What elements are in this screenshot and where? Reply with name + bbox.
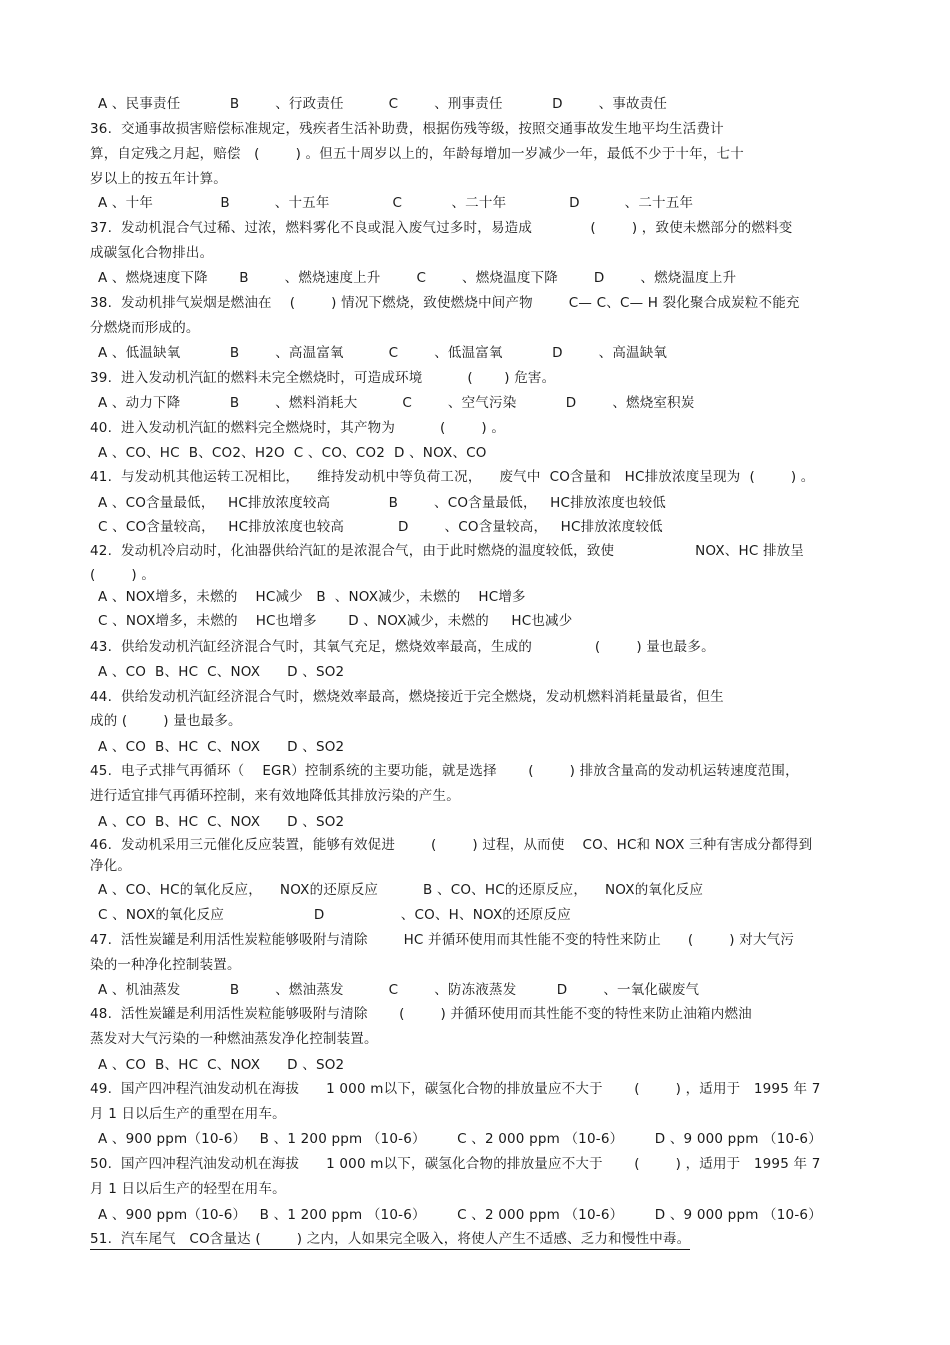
- text-line: A 、CO B、HC C、NOX D 、SO2: [98, 1057, 345, 1073]
- text-line: 51. 汽车尾气 CO含量达 ( ) 之内，人如果完全吸入，将使人产生不适感、乏力和慢性中毒。: [90, 1230, 690, 1250]
- text-line: A 、CO含量最低， HC排放浓度较高 B 、CO含量最低， HC排放浓度也较低: [98, 495, 667, 511]
- text-line: ( ) 。: [90, 567, 156, 583]
- text-line: A 、CO B、HC C、NOX D 、SO2: [98, 814, 345, 830]
- text-line: A 、CO、HC的氧化反应， NOX的还原反应 B 、CO、HC的还原反应， NOX的氧化反应: [98, 882, 704, 898]
- text-line: 45. 电子式排气再循环（ EGR）控制系统的主要功能，就是选择 ( ) 排放含量高的发动机运转速度范围，: [90, 763, 799, 779]
- text-line: 分燃烧而形成的。: [90, 320, 200, 336]
- text-line: A 、900 ppm（10-6） B 、1 200 ppm （10-6） C 、2 000 ppm （10-6） D 、9 000 ppm （10-6）: [98, 1131, 822, 1147]
- text-line: 净化。: [90, 858, 132, 874]
- text-line: 月 1 日以后生产的轻型在用车。: [90, 1181, 286, 1197]
- text-line: 41. 与发动机其他运转工况相比， 维持发动机中等负荷工况， 废气中 CO含量和 HC排放浓度呈现为 ( ) 。: [90, 469, 815, 485]
- text-line: A 、十年 B 、十五年 C 、二十年 D 、二十五年: [98, 195, 694, 211]
- text-line: A 、燃烧速度下降 B 、燃烧速度上升 C 、燃烧温度下降 D 、燃烧温度上升: [98, 270, 737, 286]
- text-line: C 、CO含量较高， HC排放浓度也较高 D 、CO含量较高， HC排放浓度较低: [98, 519, 663, 535]
- text-line: 42. 发动机冷启动时，化油器供给汽缸的是浓混合气，由于此时燃烧的温度较低，致使 NOX、HC 排放呈: [90, 543, 805, 559]
- text-line: 染的一种净化控制装置。: [90, 957, 241, 973]
- text-line: 算，自定残之月起，赔偿 ( ) 。但五十周岁以上的，年龄每增加一岁减少一年，最低不少于十年，七十: [90, 146, 744, 162]
- text-line: 44. 供给发动机汽缸经济混合气时，燃烧效率最高，燃烧接近于完全燃烧，发动机燃料消耗量最省，但生: [90, 689, 724, 705]
- text-line: 49. 国产四冲程汽油发动机在海拔 1 000 m以下，碳氢化合物的排放量应不大于 ( ) ，适用于 1995 年 7: [90, 1081, 821, 1097]
- text-line: 进行适宜排气再循环控制，来有效地降低其排放污染的产生。: [90, 788, 460, 804]
- text-line: 岁以上的按五年计算。: [90, 171, 227, 187]
- text-line: A 、CO B、HC C、NOX D 、SO2: [98, 664, 345, 680]
- text-line: 40. 进入发动机汽缸的燃料完全燃烧时，其产物为 ( ) 。: [90, 420, 506, 436]
- text-line: A 、CO、HC B、CO2、H2O C 、CO、CO2 D 、NOX、CO: [98, 445, 487, 461]
- text-line: A 、机油蒸发 B 、燃油蒸发 C 、防冻液蒸发 D 、一氧化碳废气: [98, 982, 700, 998]
- text-line: C 、NOX的氧化反应 D 、CO、H、NOX的还原反应: [98, 907, 571, 923]
- text-line: A 、NOX增多，未燃的 HC减少 B 、NOX减少，未燃的 HC增多: [98, 589, 526, 605]
- text-line: 43. 供给发动机汽缸经济混合气时，其氧气充足，燃烧效率最高，生成的 ( ) 量也最多。: [90, 639, 715, 655]
- text-line: 月 1 日以后生产的重型在用车。: [90, 1106, 286, 1122]
- text-line: 37. 发动机混合气过稀、过浓，燃料雾化不良或混入废气过多时，易造成 ( ) ，致使未燃部分的燃料变: [90, 220, 793, 236]
- text-line: A 、CO B、HC C、NOX D 、SO2: [98, 739, 345, 755]
- text-line: 47. 活性炭罐是利用活性炭粒能够吸附与清除 HC 并循环使用而其性能不变的特性来防止 ( ) 对大气污: [90, 932, 795, 948]
- text-line: 50. 国产四冲程汽油发动机在海拔 1 000 m以下，碳氢化合物的排放量应不大于 ( ) ，适用于 1995 年 7: [90, 1156, 821, 1172]
- text-line: C 、NOX增多，未燃的 HC也增多 D 、NOX减少，未燃的 HC也减少: [98, 613, 573, 629]
- text-line: 成的 ( ) 量也最多。: [90, 713, 242, 729]
- text-line: A 、900 ppm（10-6） B 、1 200 ppm （10-6） C 、2 000 ppm （10-6） D 、9 000 ppm （10-6）: [98, 1207, 822, 1223]
- text-line: 成碳氢化合物排出。: [90, 245, 214, 261]
- text-line: 39. 进入发动机汽缸的燃料未完全燃烧时，可造成环境 ( ) 危害。: [90, 370, 556, 386]
- text-line: A 、低温缺氧 B 、高温富氧 C 、低温富氧 D 、高温缺氧: [98, 345, 668, 361]
- text-line: 46. 发动机采用三元催化反应装置，能够有效促进 ( ) 过程，从而使 CO、HC和 NOX 三种有害成分都得到: [90, 837, 813, 853]
- text-line: 48. 活性炭罐是利用活性炭粒能够吸附与清除 ( ) 并循环使用而其性能不变的特性来防止油箱内燃油: [90, 1006, 752, 1022]
- text-line: A 、民事责任 B 、行政责任 C 、刑事责任 D 、事故责任: [98, 96, 668, 112]
- text-line: 蒸发对大气污染的一种燃油蒸发净化控制装置。: [90, 1031, 378, 1047]
- text-line: 36. 交通事故损害赔偿标准规定，残疾者生活补助费，根据伤残等级，按照交通事故发生地平均生活费计: [90, 121, 724, 137]
- text-line: 38. 发动机排气炭烟是燃油在 ( ) 情况下燃烧，致使燃烧中间产物 C— C、C— H 裂化聚合成炭粒不能充: [90, 295, 800, 311]
- text-line: A 、动力下降 B 、燃料消耗大 C 、空气污染 D 、燃烧室积炭: [98, 395, 695, 411]
